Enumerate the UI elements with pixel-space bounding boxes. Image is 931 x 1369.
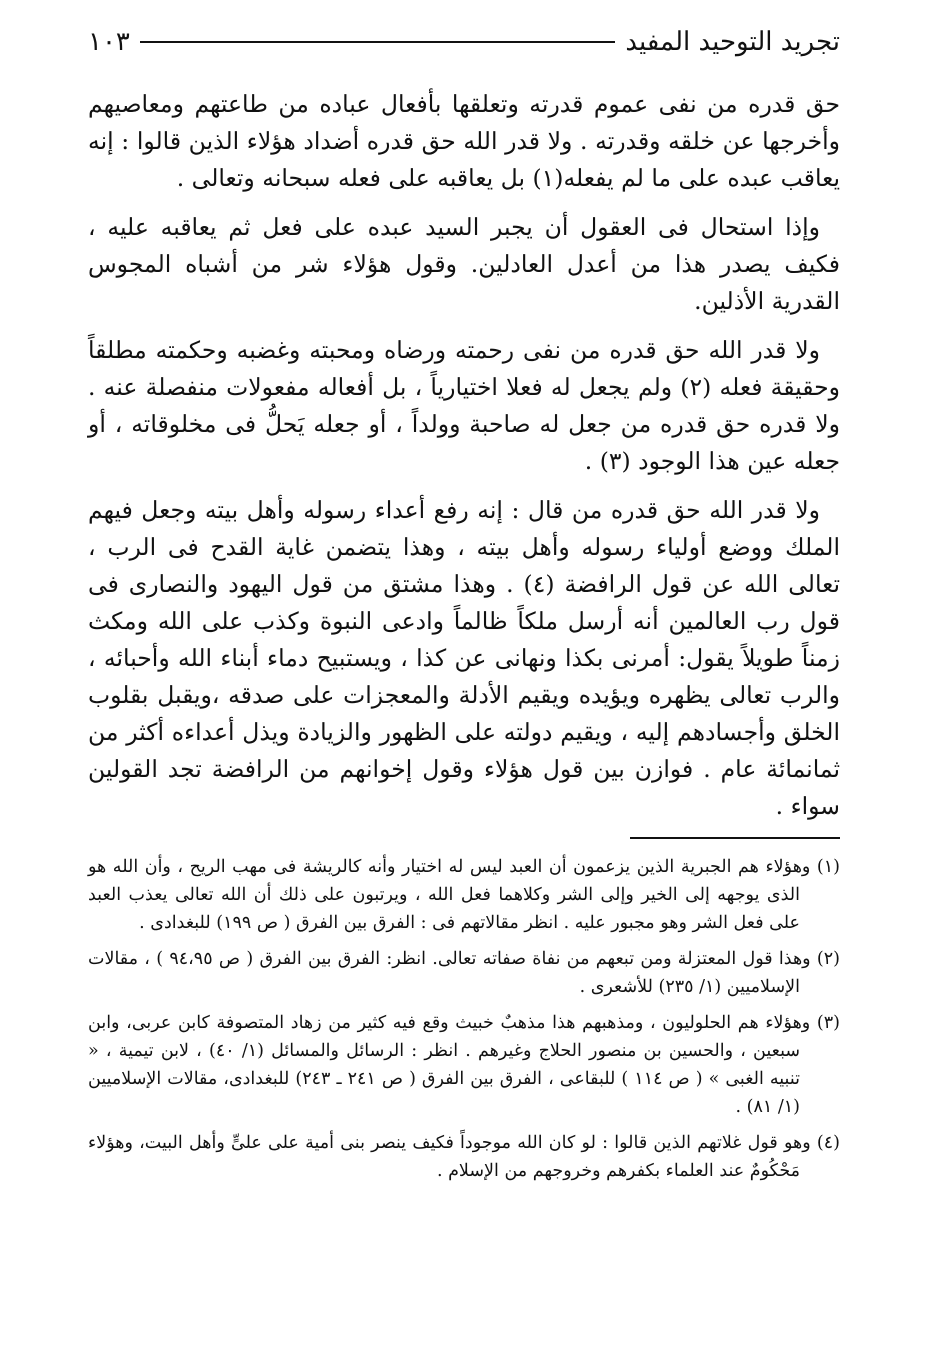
footnote-1: (١) وهؤلاء هم الجبرية الذين يزعمون أن العبد ليس له اختيار وأنه كالريشة فى مهب الريح ، وأن الله هو الذى يوجهه إلى الخير وإلى الشر وكلاهما فعل الله ، ويرتبون على ذلك أن الله تعالى يعذب العبد على فعل الشر وهو مجبور عليه . انظر مقالاتهم فى : الفرق بين الفرق ( ص ١٩٩) للبغدادى .	[88, 857, 840, 933]
paragraph-1: حق قدره من نفى عموم قدرته وتعلقها بأفعال عباده من طاعتهم ومعاصيهم وأخرجها عن خلقه وقدرته . ولا قدر الله حق قدره أضداد هؤلاء الذين قالوا : إنه يعاقب عبده على ما لم يفعله(١) بل يعاقبه على فعله سبحانه وتعالى .	[88, 90, 840, 192]
page-number: ١٠٣	[88, 27, 130, 57]
footnote-4: (٤) وهو قول غلاتهم الذين قالوا : لو كان الله موجوداً فكيف ينصر بنى أمية على علىٍّ وأهل البيت، وهؤلاء مَحْكُومٌ عند العلماء بكفرهم وخروجهم من الإسلام .	[88, 1133, 840, 1181]
book-page	[88, 22, 840, 1193]
header-title: تجريد التوحيد المفيد	[625, 27, 840, 57]
paragraph-3: ولا قدر الله حق قدره من نفى رحمته ورضاه ومحبته وغضبه وحكمته مطلقاً وحقيقة فعله (٢) ولم يجعل له فعلا اختيارياً ، بل أفعاله مفعولات منفصلة عنه . ولا قدره حق قدره من جعل له صاحبة وولداً ، أو جعله يَحلُّ فى مخلوقاته ، أو جعله عين هذا الوجود (٣) .	[88, 336, 840, 475]
header-rule	[140, 41, 616, 43]
footnote-rule	[630, 837, 840, 839]
footnotes	[88, 853, 840, 1185]
footnote-2: (٢) وهذا قول المعتزلة ومن تبعهم من نفاة صفاته تعالى. انظر: الفرق بين الفرق ( ص ٩٤،٩٥ ) ، مقالات الإسلاميين (١/ ٢٣٥) للأشعرى .	[88, 949, 840, 997]
paragraph-2: وإذا استحال فى العقول أن يجبر السيد عبده على فعل ثم يعاقبه عليه ، فكيف يصدر هذا من أعدل العادلين. وقول هؤلاء شر من أشباه المجوس القدرية الأذلين.	[88, 213, 840, 315]
paragraph-4: ولا قدر الله حق قدره من قال : إنه رفع أعداء رسوله وأهل بيته وجعل فيهم الملك ووضع أولياء رسوله وأهل بيته ، وهذا يتضمن غاية القدح فى الرب ، تعالى الله عن قول الرافضة (٤) . وهذا مشتق من قول اليهود والنصارى فى قول رب العالمين أنه أرسل ملكاً ظالماً وادعى النبوة وكذب على الله ومكث زمناً طويلاً يقول: أمرنى بكذا ونهانى عن كذا ، ويستبيح دماء أبناء الله وأحبائه ، والرب تعالى يظهره ويؤيده ويقيم الأدلة والمعجزات على صدقه ،ويقبل بقلوب الخلق وأجسادهم إليه ، ويقيم دولته على الظهور والزيادة ويذل أعداءه أكثر من ثمانمائة عام . فوازن بين قول هؤلاء وقول إخوانهم من الرافضة تجد القولين سواء .	[88, 496, 840, 820]
running-header	[88, 22, 840, 62]
footnote-3: (٣) وهؤلاء هم الحلوليون ، ومذهبهم هذا مذهبٌ خبيث وقع فيه كثير من زهاد المتصوفة كابن عربى، وابن سبعين ، والحسين بن منصور الحلاج وغيرهم . انظر : الرسائل والمسائل (١/ ٤٠) ، لابن تيمية ، « تنبيه الغبى » ( ص ١١٤ ) للبقاعى ، الفرق بين الفرق ( ص ٢٤١ ـ ٢٤٣) للبغدادى، مقالات الإسلاميين (١/ ٨١) .	[88, 1013, 840, 1117]
main-text	[88, 86, 840, 825]
